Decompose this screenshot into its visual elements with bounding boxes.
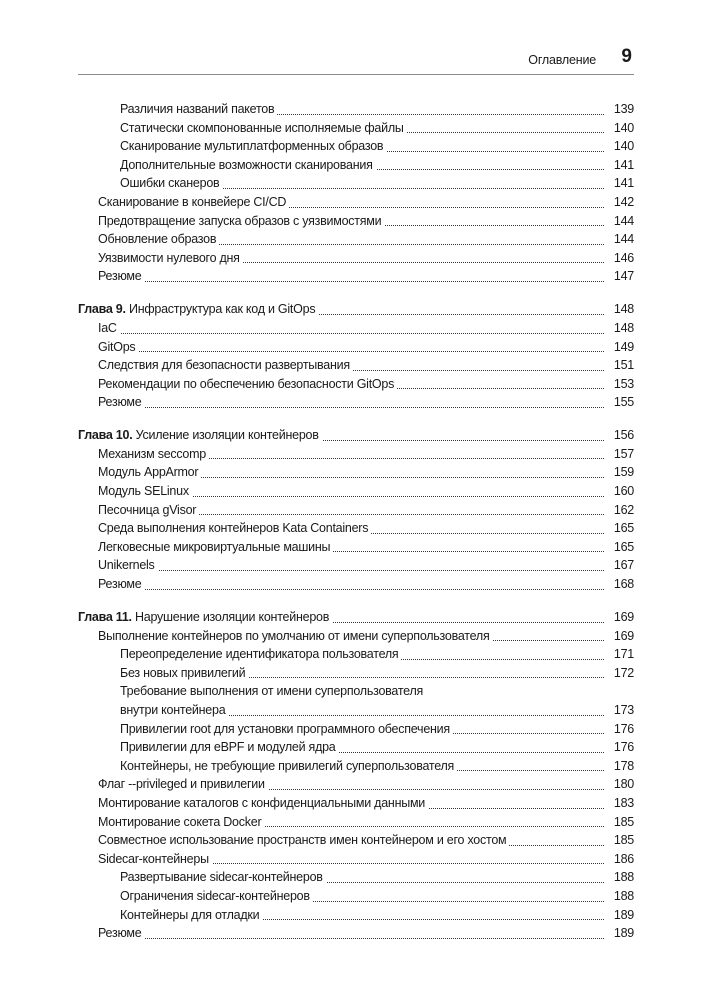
toc-page-number: 171 <box>611 645 634 664</box>
chapter-label: Глава 11. <box>78 610 132 625</box>
toc-entry-title: внутри контейнера <box>120 703 228 717</box>
chapter-label: Глава 10. <box>78 428 133 443</box>
dot-leader <box>98 351 604 352</box>
toc-page-number: 169 <box>611 627 634 646</box>
toc-chapter-entry[interactable] <box>78 300 634 319</box>
toc-entry-title: Совместное использование пространств имен контейнером и его хостом <box>98 833 509 847</box>
toc-page-number: 146 <box>611 249 634 268</box>
toc-entry-title: Различия названий пакетов <box>120 102 277 116</box>
toc-entry-title: Без новых привилегий <box>120 666 248 680</box>
toc-entry-title: Требование выполнения от имени суперпользователя <box>120 684 426 698</box>
toc-entry-title: Контейнеры, не требующие привилегий суперпользователя <box>120 759 457 773</box>
toc-entry[interactable] <box>120 664 634 683</box>
toc-page-number: 144 <box>611 212 634 231</box>
chapter-label: Глава 9. <box>78 302 126 317</box>
toc-entry[interactable] <box>98 501 634 520</box>
toc-entry[interactable] <box>120 645 634 664</box>
toc-entry[interactable] <box>120 100 634 119</box>
toc-entry[interactable] <box>98 538 634 557</box>
toc-entry[interactable] <box>98 249 634 268</box>
toc-entry[interactable] <box>98 519 634 538</box>
toc-entry-title: Монтирование каталогов с конфиденциальными данными <box>98 796 428 810</box>
toc-entry-title: Следствия для безопасности развертывания <box>98 358 353 372</box>
toc-entry-title <box>78 610 332 624</box>
running-header-title: Оглавление <box>528 53 596 67</box>
toc-page-number: 178 <box>611 757 634 776</box>
running-header <box>78 44 634 75</box>
toc-page-number: 189 <box>611 924 634 943</box>
chapter-gap <box>78 594 634 608</box>
toc-chapter-entry[interactable] <box>78 608 634 627</box>
table-of-contents <box>78 100 634 943</box>
dot-leader <box>98 589 604 590</box>
toc-page-number: 156 <box>611 426 634 445</box>
toc-entry[interactable] <box>98 212 634 231</box>
toc-page-number: 176 <box>611 720 634 739</box>
dot-leader <box>98 333 604 334</box>
toc-entry[interactable] <box>98 445 634 464</box>
toc-entry[interactable] <box>98 193 634 212</box>
toc-entry[interactable] <box>120 720 634 739</box>
toc-entry-title: Контейнеры для отладки <box>120 908 262 922</box>
toc-entry[interactable] <box>98 794 634 813</box>
toc-entry-title <box>78 428 322 442</box>
toc-entry[interactable] <box>120 682 634 701</box>
toc-page-number: 153 <box>611 375 634 394</box>
toc-entry-title: Модуль SELinux <box>98 484 192 498</box>
chapter-gap <box>78 286 634 300</box>
toc-entry-title: Ограничения sidecar-контейнеров <box>120 889 313 903</box>
toc-entry[interactable] <box>98 356 634 375</box>
toc-page-number: 151 <box>611 356 634 375</box>
toc-entry[interactable] <box>98 813 634 832</box>
toc-entry-title: Дополнительные возможности сканирования <box>120 158 376 172</box>
toc-entry-title: Монтирование сокета Docker <box>98 815 264 829</box>
toc-entry[interactable] <box>120 119 634 138</box>
chapter-gap <box>78 412 634 426</box>
toc-page-number: 141 <box>611 174 634 193</box>
toc-page-number: 169 <box>611 608 634 627</box>
toc-entry-title: GitOps <box>98 340 138 354</box>
page-number: 9 <box>621 46 632 67</box>
toc-entry[interactable] <box>98 319 634 338</box>
toc-entry-title: Ошибки сканеров <box>120 176 222 190</box>
toc-entry-title: Предотвращение запуска образов с уязвимостями <box>98 214 384 228</box>
toc-entry[interactable] <box>98 375 634 394</box>
toc-entry-title: Unikernels <box>98 558 158 572</box>
toc-entry[interactable] <box>98 575 634 594</box>
toc-entry[interactable] <box>98 482 634 501</box>
toc-entry[interactable] <box>120 757 634 776</box>
toc-page-number: 148 <box>611 319 634 338</box>
toc-entry-title: IaC <box>98 321 120 335</box>
toc-page-number: 168 <box>611 575 634 594</box>
toc-page-number: 185 <box>611 813 634 832</box>
toc-entry-title: Переопределение идентификатора пользователя <box>120 647 401 661</box>
toc-entry-title: Песочница gVisor <box>98 503 199 517</box>
toc-page-number: 160 <box>611 482 634 501</box>
toc-page-number: 173 <box>611 701 634 720</box>
toc-entry[interactable] <box>120 156 634 175</box>
toc-page-number: 162 <box>611 501 634 520</box>
toc-page-number: 148 <box>611 300 634 319</box>
toc-entry-title: Обновление образов <box>98 232 219 246</box>
toc-page-number: 155 <box>611 393 634 412</box>
toc-page-number: 165 <box>611 519 634 538</box>
chapter-title: Усиление изоляции контейнеров <box>135 428 319 443</box>
toc-entry-title: Среда выполнения контейнеров Kata Containers <box>98 521 371 535</box>
toc-chapter-entry[interactable] <box>78 426 634 445</box>
toc-entry[interactable] <box>120 906 634 925</box>
toc-entry-title: Резюме <box>98 269 144 283</box>
toc-entry-title: Резюме <box>98 395 144 409</box>
toc-entry-title: Резюме <box>98 577 144 591</box>
dot-leader <box>98 407 604 408</box>
toc-page-number: 167 <box>611 556 634 575</box>
toc-page-number: 189 <box>611 906 634 925</box>
toc-entry-title: Выполнение контейнеров по умолчанию от имени суперпользователя <box>98 629 492 643</box>
toc-entry[interactable] <box>120 174 634 193</box>
toc-entry[interactable] <box>98 775 634 794</box>
toc-entry[interactable] <box>98 556 634 575</box>
toc-page-number: 159 <box>611 463 634 482</box>
toc-page-number: 188 <box>611 868 634 887</box>
toc-entry[interactable] <box>98 627 634 646</box>
toc-page-number: 176 <box>611 738 634 757</box>
toc-entry[interactable] <box>98 393 634 412</box>
toc-page-number: 140 <box>611 137 634 156</box>
toc-entry-title: Статически скомпонованные исполняемые файлы <box>120 121 407 135</box>
toc-entry[interactable] <box>98 850 634 869</box>
toc-page-number: 183 <box>611 794 634 813</box>
toc-page-number: 141 <box>611 156 634 175</box>
toc-page-number: 149 <box>611 338 634 357</box>
toc-entry-title: Развертывание sidecar-контейнеров <box>120 870 326 884</box>
toc-entry[interactable] <box>98 267 634 286</box>
dot-leader <box>98 938 604 939</box>
toc-page-number: 147 <box>611 267 634 286</box>
toc-entry-title: Флаг --privileged и привилегии <box>98 777 268 791</box>
toc-entry[interactable] <box>120 701 634 720</box>
toc-entry[interactable] <box>98 338 634 357</box>
toc-entry-title <box>78 302 318 316</box>
toc-page-number: 186 <box>611 850 634 869</box>
toc-entry-title: Сканирование мультиплатформенных образов <box>120 139 386 153</box>
toc-entry[interactable] <box>120 137 634 156</box>
toc-entry[interactable] <box>98 463 634 482</box>
toc-page-number: 157 <box>611 445 634 464</box>
toc-entry-title: Привилегии root для установки программного обеспечения <box>120 722 453 736</box>
toc-page-number: 172 <box>611 664 634 683</box>
toc-entry[interactable] <box>98 924 634 943</box>
toc-entry-title: Рекомендации по обеспечению безопасности GitOps <box>98 377 397 391</box>
toc-page-number: 139 <box>611 100 634 119</box>
chapter-title: Инфраструктура как код и GitOps <box>128 302 316 317</box>
toc-entry-title: Уязвимости нулевого дня <box>98 251 243 265</box>
toc-entry-title: Легковесные микровиртуальные машины <box>98 540 333 554</box>
toc-page-number: 180 <box>611 775 634 794</box>
toc-entry-title: Механизм seccomp <box>98 447 209 461</box>
toc-entry-title: Sidecar-контейнеры <box>98 852 212 866</box>
toc-entry-title: Сканирование в конвейере CI/CD <box>98 195 289 209</box>
toc-entry[interactable] <box>120 887 634 906</box>
dot-leader <box>98 570 604 571</box>
toc-entry-title: Модуль AppArmor <box>98 465 201 479</box>
toc-page-number: 144 <box>611 230 634 249</box>
toc-entry[interactable] <box>120 868 634 887</box>
toc-page-number: 185 <box>611 831 634 850</box>
toc-page-number: 188 <box>611 887 634 906</box>
toc-entry[interactable] <box>98 230 634 249</box>
toc-page-number: 142 <box>611 193 634 212</box>
chapter-title: Нарушение изоляции контейнеров <box>134 610 330 625</box>
toc-page-number: 140 <box>611 119 634 138</box>
toc-entry[interactable] <box>98 831 634 850</box>
toc-entry[interactable] <box>120 738 634 757</box>
toc-page-number: 165 <box>611 538 634 557</box>
toc-entry-title: Резюме <box>98 926 144 940</box>
toc-entry-title: Привилегии для eBPF и модулей ядра <box>120 740 339 754</box>
dot-leader <box>98 281 604 282</box>
